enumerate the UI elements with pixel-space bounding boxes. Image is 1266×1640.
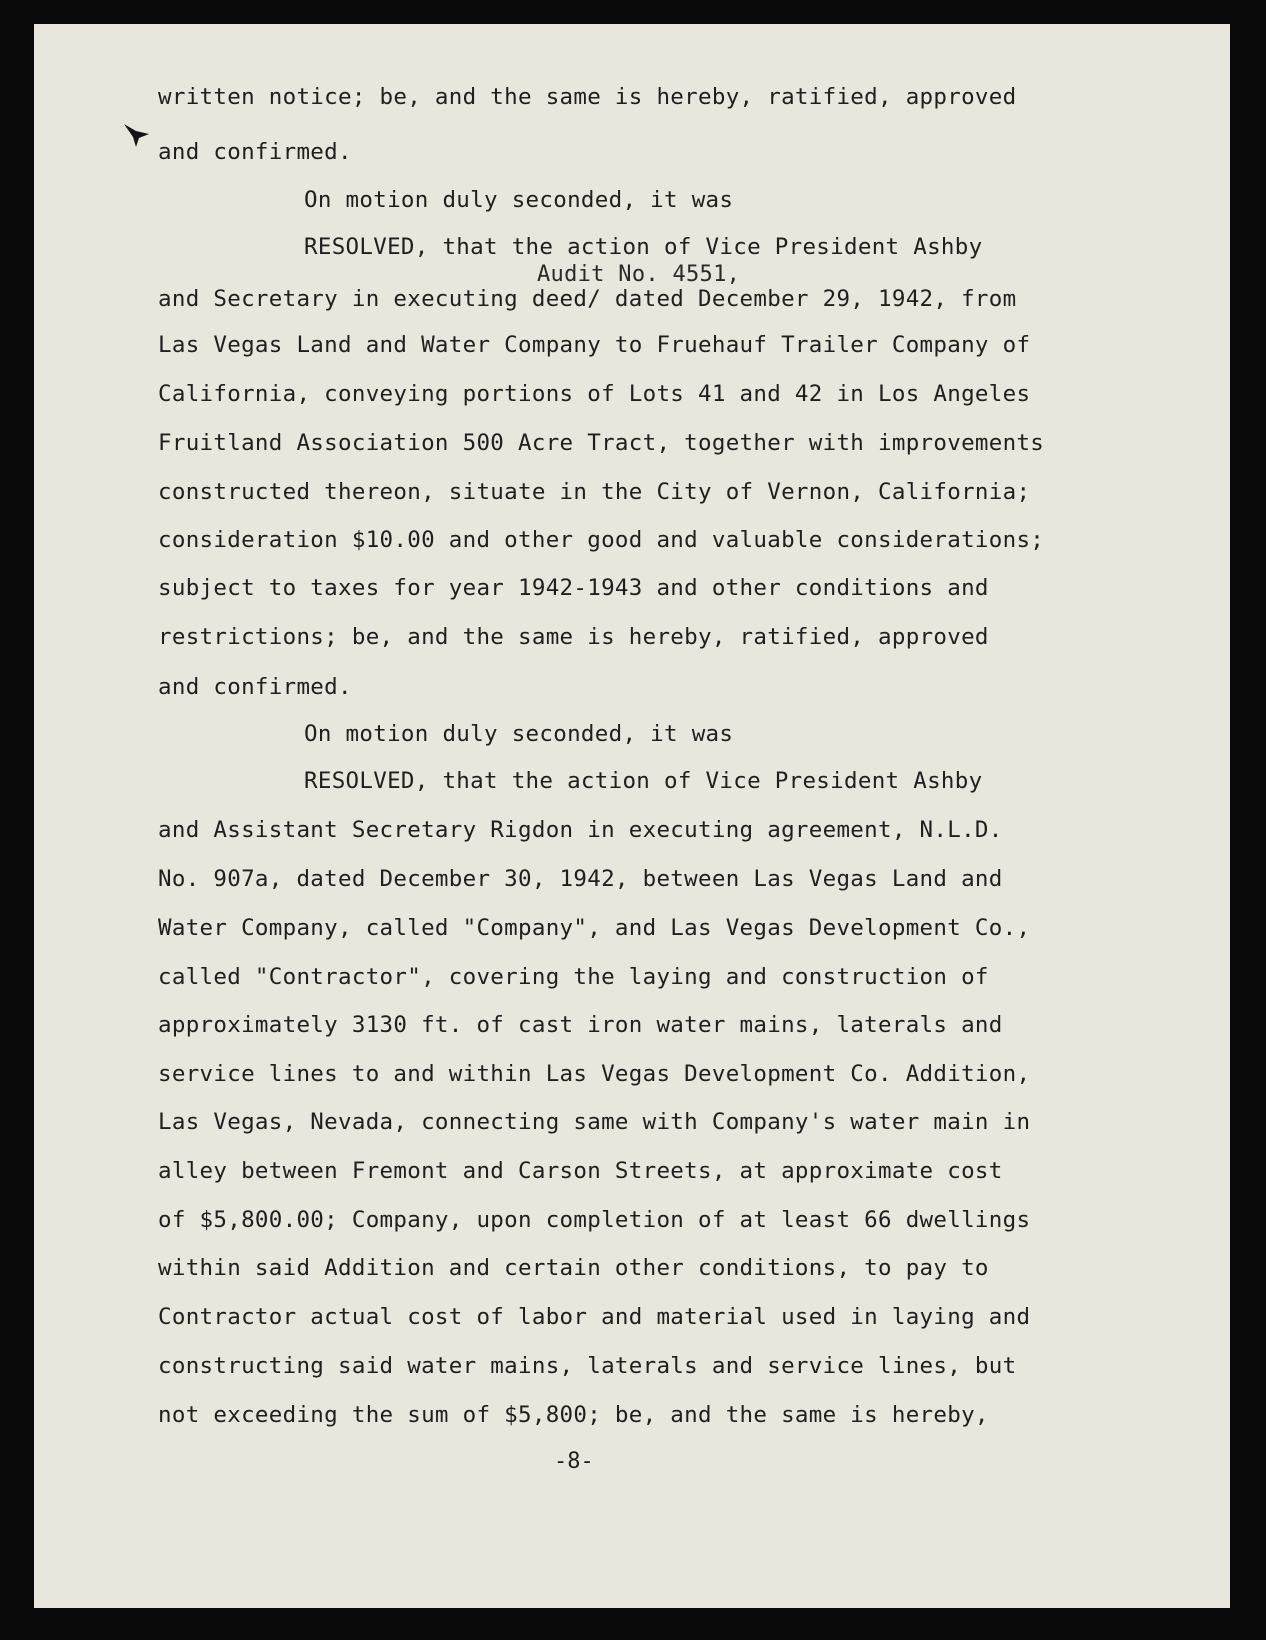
page-number: -8- <box>554 1449 594 1474</box>
text-line: and confirmed. <box>158 674 352 700</box>
text-line: constructed thereon, situate in the City of Vernon, California; <box>158 479 1031 505</box>
text-line: subject to taxes for year 1942-1943 and other conditions and <box>158 575 989 601</box>
text-line: alley between Fremont and Carson Streets, at approximate cost <box>158 1158 1003 1184</box>
text-line: consideration $10.00 and other good and valuable considerations; <box>158 527 1045 553</box>
text-line: and Assistant Secretary Rigdon in executing agreement, N.L.D. <box>158 817 1003 843</box>
text-line: within said Addition and certain other conditions, to pay to <box>158 1255 989 1281</box>
text-line: and Secretary in executing deed/ dated December 29, 1942, from <box>158 286 1017 312</box>
text-line: RESOLVED, that the action of Vice President Ashby <box>304 768 983 794</box>
text-line: restrictions; be, and the same is hereby, ratified, approved <box>158 624 989 650</box>
text-line: Water Company, called "Company", and Las Vegas Development Co., <box>158 915 1031 941</box>
text-line: constructing said water mains, laterals and service lines, but <box>158 1353 1017 1379</box>
text-line: written notice; be, and the same is hereby, ratified, approved <box>158 84 1017 110</box>
text-line: On motion duly seconded, it was <box>304 187 734 213</box>
text-line: of $5,800.00; Company, upon completion of at least 66 dwellings <box>158 1207 1031 1233</box>
ink-mark-icon <box>122 122 152 148</box>
text-line: On motion duly seconded, it was <box>304 721 734 747</box>
text-line: Las Vegas Land and Water Company to Fruehauf Trailer Company of <box>158 332 1031 358</box>
interlineation-note: Audit No. 4551, <box>537 262 741 287</box>
text-line: Las Vegas, Nevada, connecting same with Company's water main in <box>158 1109 1031 1135</box>
text-line: California, conveying portions of Lots 41 and 42 in Los Angeles <box>158 381 1031 407</box>
text-line: called "Contractor", covering the laying and construction of <box>158 964 989 990</box>
text-line: not exceeding the sum of $5,800; be, and the same is hereby, <box>158 1402 989 1428</box>
text-line: service lines to and within Las Vegas Development Co. Addition, <box>158 1061 1031 1087</box>
text-line: approximately 3130 ft. of cast iron water mains, laterals and <box>158 1012 1003 1038</box>
text-line: No. 907a, dated December 30, 1942, between Las Vegas Land and <box>158 866 1003 892</box>
text-line: RESOLVED, that the action of Vice President Ashby <box>304 234 983 260</box>
document-page <box>34 24 1230 1608</box>
text-line: and confirmed. <box>158 139 352 165</box>
text-line: Contractor actual cost of labor and material used in laying and <box>158 1304 1031 1330</box>
text-line: Fruitland Association 500 Acre Tract, together with improvements <box>158 430 1045 456</box>
